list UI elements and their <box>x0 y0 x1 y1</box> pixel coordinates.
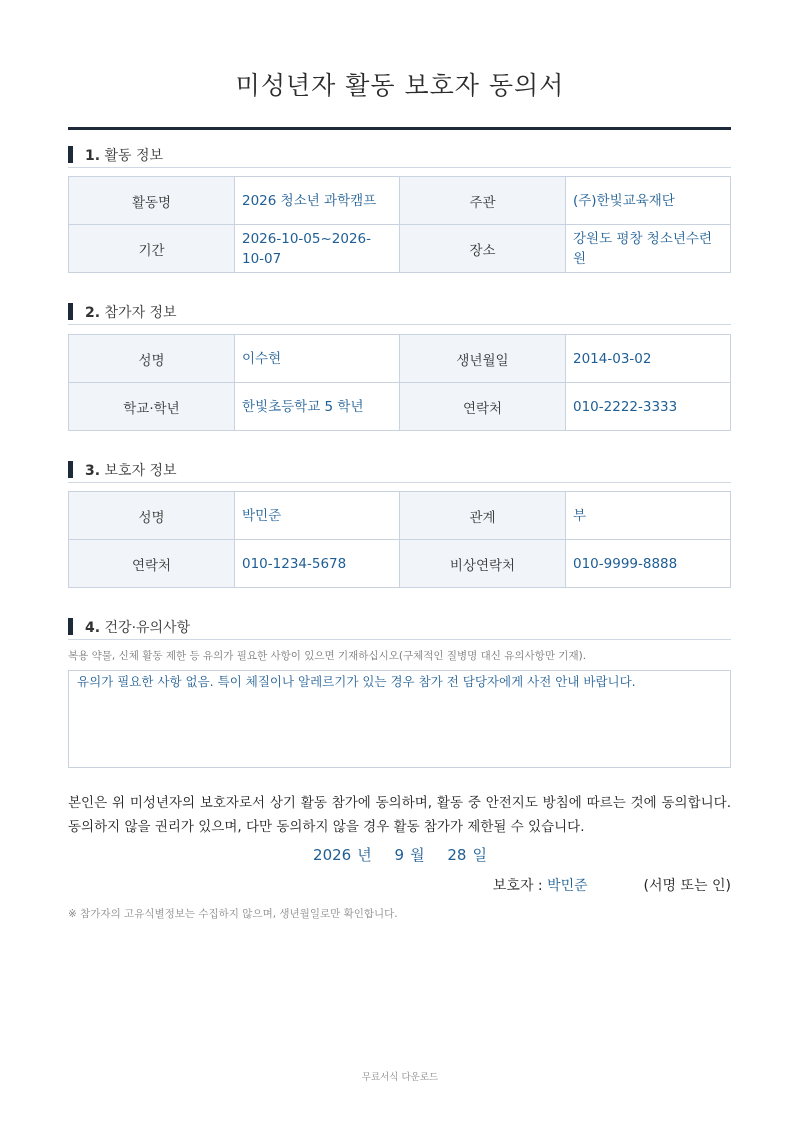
participant-info-table <box>68 334 731 431</box>
table-row <box>69 335 731 383</box>
health-note-hint: 복용 약물, 신체 활동 제한 등 유의가 필요한 사항이 있으면 기재하십시오(구체적인 질병명 대신 유의사항만 기재). <box>68 650 587 662</box>
location-value[interactable]: 강원도 평창 청소년수련원 <box>566 225 731 273</box>
birthdate-value[interactable]: 2014-03-02 <box>566 335 731 383</box>
birthdate-label: 생년월일 <box>400 335 566 383</box>
table-row <box>69 177 731 225</box>
guardian-name-label: 성명 <box>69 492 235 540</box>
participant-phone-value[interactable]: 010-2222-3333 <box>566 383 731 431</box>
guardian-phone-label: 연락처 <box>69 540 235 588</box>
section-number: 2. <box>85 305 101 321</box>
section-title: 활동 정보 <box>104 148 164 164</box>
section-title: 참가자 정보 <box>104 305 177 321</box>
date-year-unit: 년 <box>357 846 372 864</box>
section-marker <box>68 618 73 635</box>
guardian-info-table <box>68 491 731 588</box>
title-divider <box>68 127 731 130</box>
table-row <box>69 492 731 540</box>
school-grade-label: 학교·학년 <box>69 383 235 431</box>
section-title: 건강·유의사항 <box>104 620 191 636</box>
activity-name-label: 활동명 <box>69 177 235 225</box>
relation-value[interactable]: 부 <box>566 492 731 540</box>
consent-date <box>0 844 800 865</box>
date-month[interactable]: 9 <box>394 846 405 864</box>
school-grade-value[interactable]: 한빛초등학교 5 학년 <box>235 383 400 431</box>
participant-phone-label: 연락처 <box>400 383 566 431</box>
participant-name-value[interactable]: 이수현 <box>235 335 400 383</box>
section-participant-heading <box>68 302 731 325</box>
health-note-field[interactable] <box>68 670 731 768</box>
location-label: 장소 <box>400 225 566 273</box>
section-activity-heading <box>68 145 731 168</box>
period-value[interactable]: 2026-10-05~2026-10-07 <box>235 225 400 273</box>
date-year[interactable]: 2026 <box>313 846 352 864</box>
date-day-unit: 일 <box>472 846 487 864</box>
section-guardian-heading <box>68 460 731 483</box>
table-row <box>69 225 731 273</box>
date-day[interactable]: 28 <box>447 846 467 864</box>
relation-label: 관계 <box>400 492 566 540</box>
section-marker <box>68 146 73 163</box>
guardian-name-value[interactable]: 박민준 <box>235 492 400 540</box>
document-title: 미성년자 활동 보호자 동의서 <box>235 71 565 100</box>
table-row <box>69 540 731 588</box>
section-title: 보호자 정보 <box>104 463 177 479</box>
organizer-value[interactable]: (주)한빛교육재단 <box>566 177 731 225</box>
signature-suffix: (서명 또는 인) <box>643 878 731 894</box>
emergency-phone-label: 비상연락처 <box>400 540 566 588</box>
table-row <box>69 383 731 431</box>
organizer-label: 주관 <box>400 177 566 225</box>
health-note-text: 유의가 필요한 사항 없음. 특이 체질이나 알레르기가 있는 경우 참가 전 담당자에게 사전 안내 바랍니다. <box>77 674 636 689</box>
date-month-unit: 월 <box>410 846 425 864</box>
activity-name-value[interactable]: 2026 청소년 과학캠프 <box>235 177 400 225</box>
footer-download-link[interactable]: 무료서식 다운로드 <box>361 1072 439 1083</box>
signature-label: 보호자 : <box>492 878 543 894</box>
activity-info-table <box>68 176 731 273</box>
section-marker <box>68 461 73 478</box>
section-number: 1. <box>85 148 101 164</box>
signature-line <box>493 875 731 895</box>
section-number: 3. <box>85 463 101 479</box>
participant-name-label: 성명 <box>69 335 235 383</box>
privacy-footnote: ※ 참가자의 고유식별정보는 수집하지 않으며, 생년월일로만 확인합니다. <box>68 908 398 920</box>
guardian-phone-value[interactable]: 010-1234-5678 <box>235 540 400 588</box>
emergency-phone-value[interactable]: 010-9999-8888 <box>566 540 731 588</box>
section-number: 4. <box>85 620 101 636</box>
section-marker <box>68 303 73 320</box>
period-label: 기간 <box>69 225 235 273</box>
consent-statement: 본인은 위 미성년자의 보호자로서 상기 활동 참가에 동의하며, 활동 중 안전지도 방침에 따르는 것에 동의합니다. 동의하지 않을 권리가 있으며, 다만 동의하지 않을 경우 활동 참가가 제한될 수 있습니다. <box>68 795 731 835</box>
signature-name[interactable]: 박민준 <box>547 878 588 894</box>
section-health-heading <box>68 617 731 640</box>
